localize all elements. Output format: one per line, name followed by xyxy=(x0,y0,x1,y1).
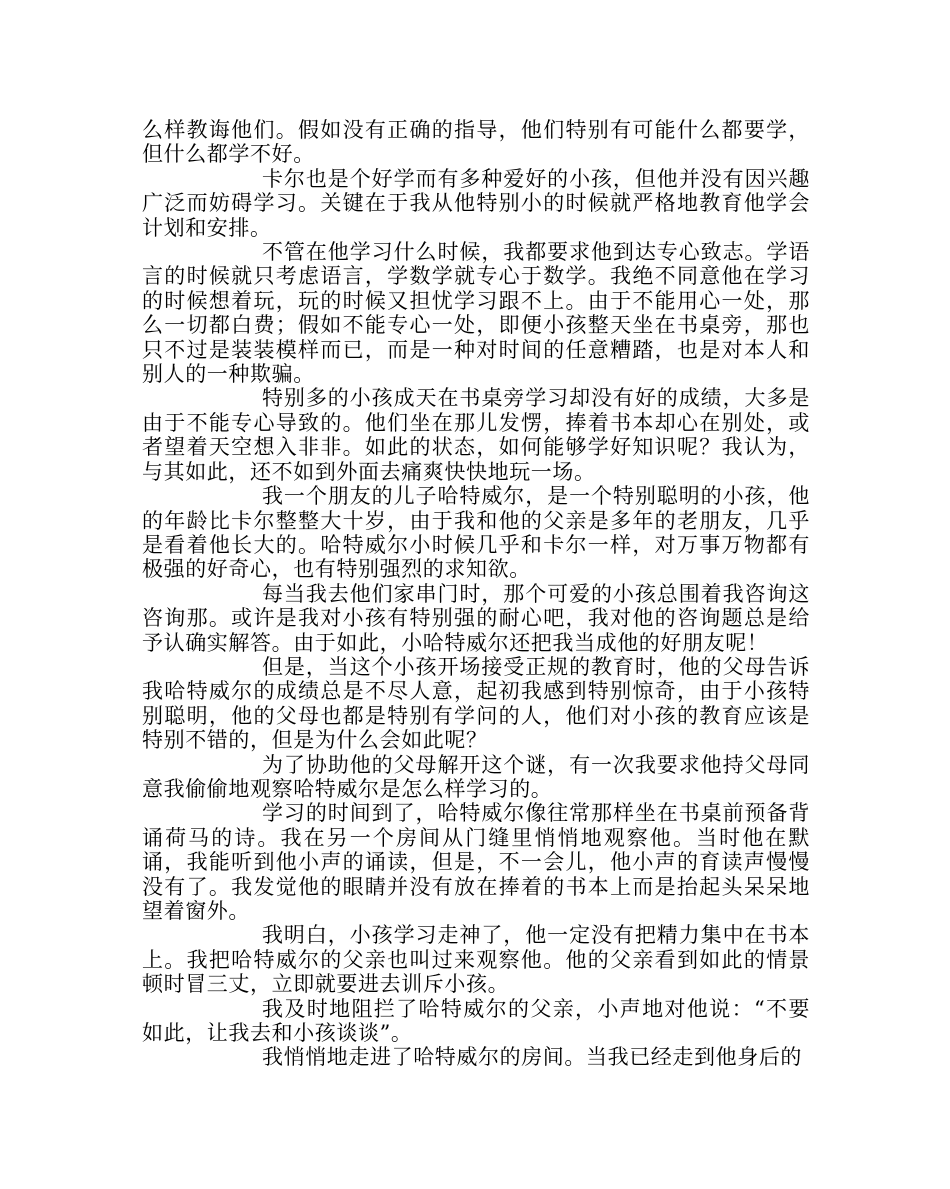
document-body xyxy=(142,118,810,1070)
paragraph-11: 我及时地阻拦了哈特威尔的父亲，小声地对他说：“不要如此，让我去和小孩谈谈”。 xyxy=(142,996,810,1046)
paragraph-6: 每当我去他们家串门时，那个可爱的小孩总围着我咨询这咨询那。或许是我对小孩有特别强的耐心吧，我对他的咨询题总是给予认确实解答。由于如此，小哈特威尔还把我当成他的好朋友呢！ xyxy=(142,581,810,655)
paragraph-7: 但是，当这个小孩开场接受正规的教育时，他的父母告诉我哈特威尔的成绩总是不尽人意，起初我感到特别惊奇，由于小孩特别聪明，他的父母也都是特别有学问的人，他们对小孩的教育应该是特别不错的，但是为什么会如此呢？ xyxy=(142,654,810,753)
paragraph-3: 不管在他学习什么时候，我都要求他到达专心致志。学语言的时候就只考虑语言，学数学就专心于数学。我绝不同意他在学习的时候想着玩，玩的时候又担忧学习跟不上。由于不能用心一处，那么一切都白费；假如不能专心一处，即便小孩整天坐在书桌旁，那也只不过是装装模样而已，而是一种对时间的任意糟踏，也是对本人和别人的一种欺骗。 xyxy=(142,240,810,387)
paragraph-9: 学习的时间到了，哈特威尔像往常那样坐在书桌前预备背诵荷马的诗。我在另一个房间从门缝里悄悄地观察他。当时他在默诵，我能听到他小声的诵读，但是，不一会儿，他小声的育读声慢慢没有了。我发觉他的眼睛并没有放在捧着的书本上而是抬起头呆呆地望着窗外。 xyxy=(142,801,810,923)
paragraph-4: 特别多的小孩成天在书桌旁学习却没有好的成绩，大多是由于不能专心导致的。他们坐在那儿发愣，捧着书本却心在别处，或者望着天空想入非非。如此的状态，如何能够学好知识呢？我认为，与其如此，还不如到外面去痛爽快快地玩一场。 xyxy=(142,386,810,484)
paragraph-1: 么样教诲他们。假如没有正确的指导，他们特别有可能什么都要学，但什么都学不好。 xyxy=(142,118,810,167)
paragraph-5: 我一个朋友的儿子哈特威尔，是一个特别聪明的小孩，他的年龄比卡尔整整大十岁，由于我和他的父亲是多年的老朋友，几乎是看着他长大的。哈特威尔小时候几乎和卡尔一样，对万事万物都有极强的好奇心，也有特别强烈的求知欲。 xyxy=(142,484,810,582)
paragraph-10: 我明白，小孩学习走神了，他一定没有把精力集中在书本上。我把哈特威尔的父亲也叫过来观察他。他的父亲看到如此的情景顿时冒三丈，立即就要进去训斥小孩。 xyxy=(142,923,810,997)
paragraph-2: 卡尔也是个好学而有多种爱好的小孩，但他并没有因兴趣广泛而妨碍学习。关键在于我从他特别小的时候就严格地教育他学会计划和安排。 xyxy=(142,166,810,240)
paragraph-8: 为了协助他的父母解开这个谜，有一次我要求他持父母同意我偷偷地观察哈特威尔是怎么样学习的。 xyxy=(142,752,810,801)
paragraph-12: 我悄悄地走进了哈特威尔的房间。当我已经走到他身后的 xyxy=(262,1045,802,1070)
